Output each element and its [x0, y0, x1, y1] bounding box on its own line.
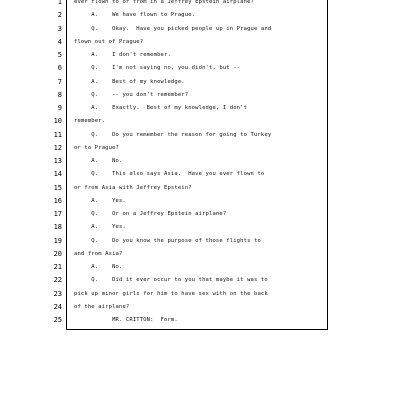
line-text: A. We have flown to Prague.: [74, 12, 196, 19]
line-text: A. Yes.: [74, 197, 126, 204]
line-text: Q. -- you don't remember?: [74, 91, 189, 98]
line-text: Q. Do you know the purpose of those flights to: [74, 237, 261, 244]
transcript-line: [0, 168, 400, 181]
transcript-line: [0, 195, 400, 208]
transcript-line: [0, 208, 400, 221]
line-number: 22: [53, 276, 62, 285]
line-number: 9: [57, 104, 62, 112]
line-text: Q. Or on a Jeffrey Epstein airplane?: [74, 211, 227, 217]
line-text: of the airplane?: [74, 303, 130, 310]
transcript-line: [0, 314, 400, 327]
line-number: 23: [53, 289, 62, 298]
line-number: 14: [53, 170, 62, 179]
line-number: 17: [53, 210, 62, 218]
line-number: 6: [57, 64, 62, 73]
line-number: 15: [53, 183, 62, 192]
transcript-line: [0, 115, 400, 128]
transcript-line: [0, 288, 400, 301]
transcript-line: [0, 49, 400, 62]
line-text: Q. Do you remember the reason for going to Turkey: [74, 131, 272, 138]
transcript-line: [0, 89, 400, 102]
line-text: ever flown to or from in a Jeffrey Epstein airplane?: [74, 0, 254, 5]
line-text: A. No.: [74, 158, 123, 164]
line-text: pick up minor girls for him to have sex with on the back: [74, 290, 268, 297]
transcript-line: [0, 9, 400, 22]
transcript-line: [0, 23, 400, 36]
line-number: 4: [57, 37, 62, 46]
transcript-line: [0, 301, 400, 314]
line-number: 25: [53, 316, 62, 324]
line-number: 8: [57, 90, 62, 99]
line-number: 5: [57, 51, 62, 59]
line-number: 13: [53, 157, 62, 165]
line-number: 10: [53, 117, 62, 126]
line-text: Q. Okay. Have you picked people up in Prague and: [74, 25, 272, 32]
line-number: 7: [57, 77, 62, 86]
line-number: 1: [57, 0, 62, 6]
line-text: and from Asia?: [74, 250, 123, 257]
line-text: Q. Did it ever occur to you that maybe it was to: [74, 277, 268, 284]
line-text: remember.: [74, 118, 106, 125]
line-number: 12: [53, 143, 62, 152]
transcript-line: [0, 62, 400, 75]
transcript-line: [0, 0, 400, 9]
transcript-line: [0, 142, 400, 155]
transcript-line: [0, 36, 400, 49]
line-text: A. Yes.: [74, 224, 126, 231]
transcript-line: [0, 155, 400, 168]
line-number: 18: [53, 223, 62, 232]
transcript-line: [0, 274, 400, 287]
line-text: A. Best of my knowledge.: [74, 78, 185, 85]
line-text: A. Exactly. Best of my knowledge, I don't: [74, 105, 248, 111]
line-text: A. I don't remember.: [74, 52, 171, 58]
line-number: 3: [57, 24, 62, 33]
transcript-line: [0, 102, 400, 115]
line-text: MR. CRITTON: Form.: [74, 317, 178, 323]
transcript-line: [0, 235, 400, 248]
line-number: 20: [53, 249, 62, 258]
line-text: Q. This also says Asia. Have you ever flown to: [74, 171, 265, 178]
transcript-line: [0, 76, 400, 89]
line-text: A. No.: [74, 264, 123, 270]
transcript-line: [0, 221, 400, 234]
transcript-line: [0, 248, 400, 261]
line-text: flown out of Prague?: [74, 38, 144, 45]
line-number: 16: [53, 196, 62, 205]
line-number: 24: [53, 302, 62, 311]
line-number: 19: [53, 236, 62, 245]
line-number: 11: [53, 130, 62, 139]
line-text: or from Asia with Jeffrey Epstein?: [74, 184, 192, 191]
line-text: Q. I'm not saying no, you didn't, but --: [74, 65, 241, 72]
transcript-line: [0, 129, 400, 142]
line-number: 2: [57, 11, 62, 20]
line-number: 21: [53, 263, 62, 271]
line-text: or to Prague?: [74, 144, 119, 151]
transcript-line: [0, 261, 400, 274]
transcript-line: [0, 182, 400, 195]
